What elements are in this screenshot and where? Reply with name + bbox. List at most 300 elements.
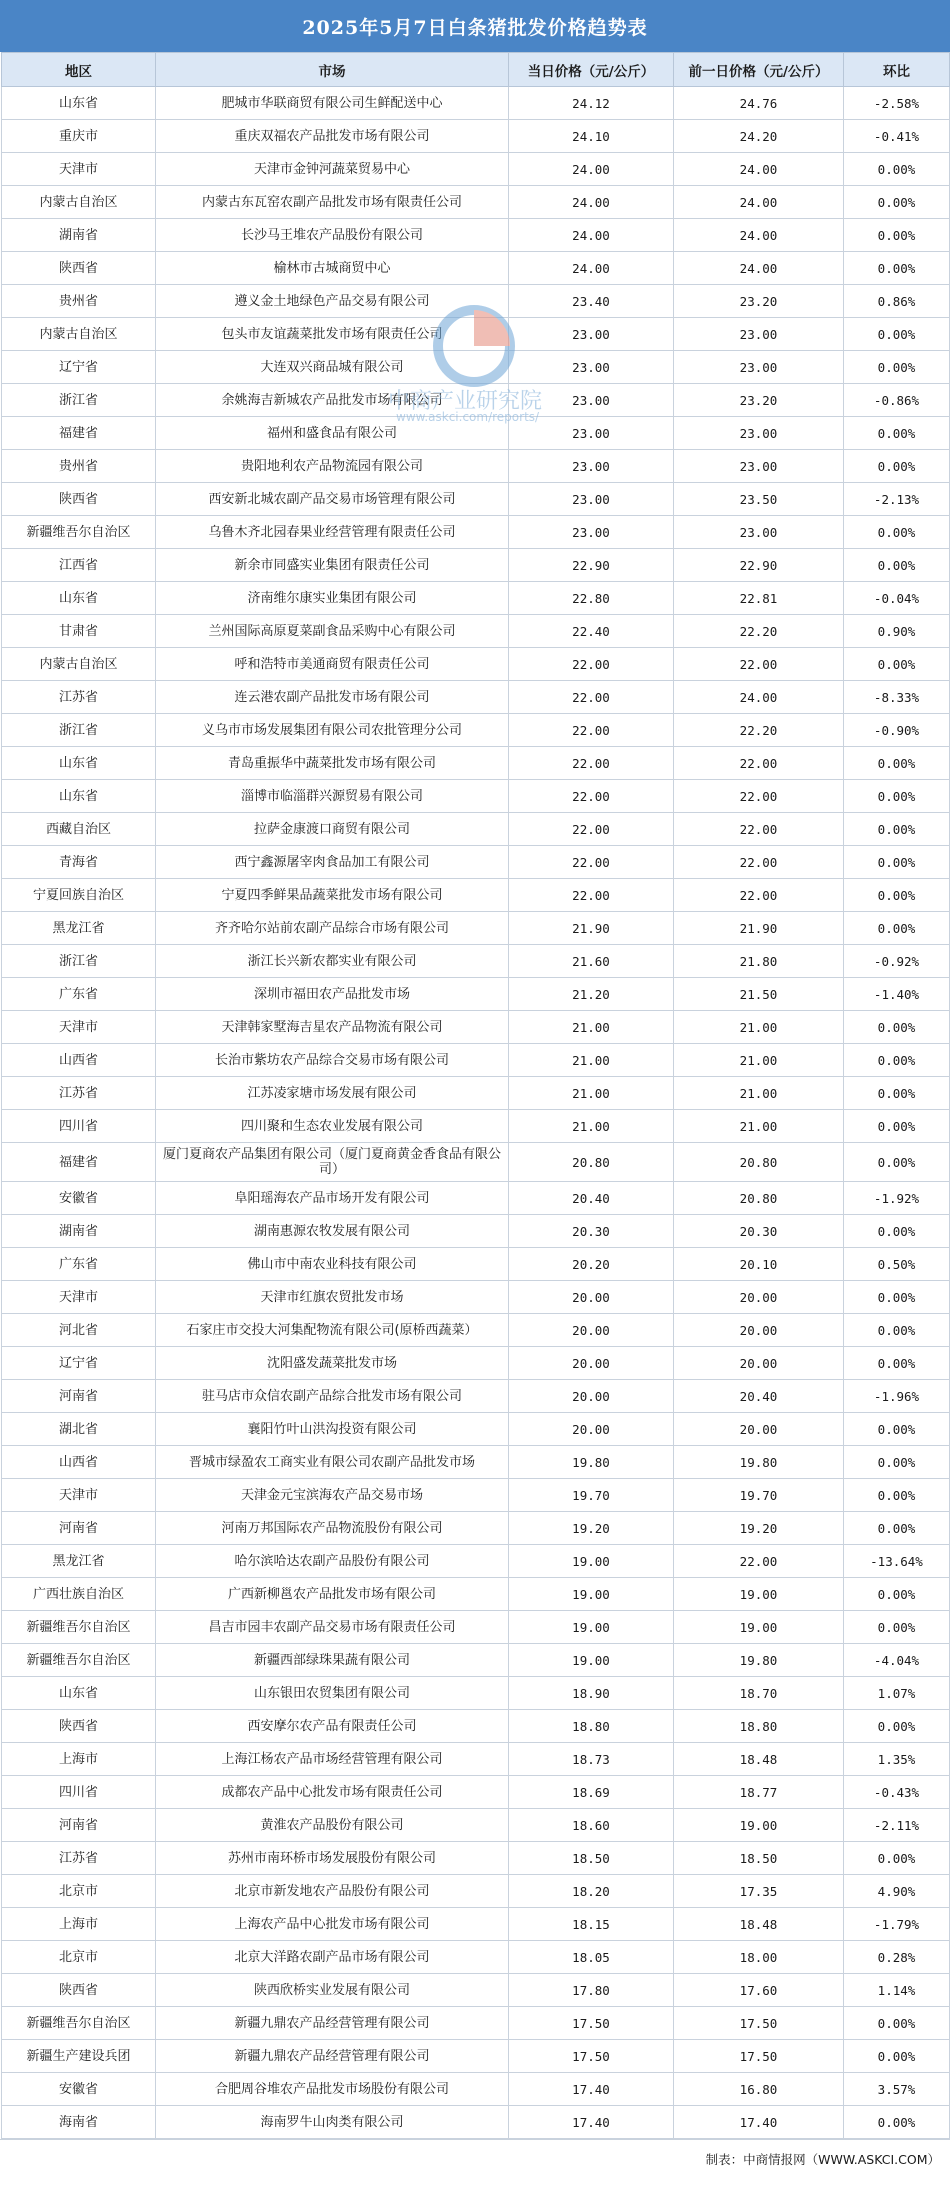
table-row bbox=[2, 912, 950, 945]
table-row bbox=[2, 120, 950, 153]
cell-prev-price: 24.20 bbox=[674, 120, 844, 153]
cell-market: 连云港农副产品批发市场有限公司 bbox=[156, 681, 509, 714]
table-row bbox=[2, 1011, 950, 1044]
cell-region: 山东省 bbox=[2, 780, 156, 813]
table-row bbox=[2, 714, 950, 747]
cell-change: 0.00% bbox=[844, 1143, 950, 1182]
cell-region: 辽宁省 bbox=[2, 351, 156, 384]
cell-prev-price: 22.00 bbox=[674, 813, 844, 846]
cell-today-price: 22.80 bbox=[509, 582, 674, 615]
cell-today-price: 22.00 bbox=[509, 813, 674, 846]
cell-prev-price: 23.00 bbox=[674, 417, 844, 450]
cell-change: 0.00% bbox=[844, 1710, 950, 1743]
cell-change: 0.00% bbox=[844, 219, 950, 252]
cell-today-price: 23.00 bbox=[509, 351, 674, 384]
cell-prev-price: 24.00 bbox=[674, 252, 844, 285]
cell-today-price: 22.00 bbox=[509, 879, 674, 912]
cell-region: 河南省 bbox=[2, 1380, 156, 1413]
cell-market: 天津金元宝滨海农产品交易市场 bbox=[156, 1479, 509, 1512]
cell-today-price: 20.00 bbox=[509, 1281, 674, 1314]
cell-region: 安徽省 bbox=[2, 2073, 156, 2106]
cell-region: 西藏自治区 bbox=[2, 813, 156, 846]
cell-prev-price: 17.35 bbox=[674, 1875, 844, 1908]
table-row bbox=[2, 1809, 950, 1842]
cell-market: 北京市新发地农产品股份有限公司 bbox=[156, 1875, 509, 1908]
cell-change: 0.00% bbox=[844, 186, 950, 219]
cell-market: 重庆双福农产品批发市场有限公司 bbox=[156, 120, 509, 153]
price-table bbox=[1, 52, 950, 2139]
cell-today-price: 20.40 bbox=[509, 1182, 674, 1215]
cell-change: 0.00% bbox=[844, 1011, 950, 1044]
cell-change: 0.50% bbox=[844, 1248, 950, 1281]
cell-market: 湖南惠源农牧发展有限公司 bbox=[156, 1215, 509, 1248]
table-row bbox=[2, 417, 950, 450]
cell-region: 河南省 bbox=[2, 1809, 156, 1842]
table-row bbox=[2, 285, 950, 318]
cell-change: -1.92% bbox=[844, 1182, 950, 1215]
cell-region: 天津市 bbox=[2, 1281, 156, 1314]
cell-market: 天津市金钟河蔬菜贸易中心 bbox=[156, 153, 509, 186]
cell-today-price: 20.00 bbox=[509, 1314, 674, 1347]
cell-market: 黄淮农产品股份有限公司 bbox=[156, 1809, 509, 1842]
table-row bbox=[2, 153, 950, 186]
table-row bbox=[2, 1974, 950, 2007]
cell-change: 0.00% bbox=[844, 153, 950, 186]
cell-market: 长沙马王堆农产品股份有限公司 bbox=[156, 219, 509, 252]
cell-change: 1.35% bbox=[844, 1743, 950, 1776]
cell-prev-price: 19.80 bbox=[674, 1644, 844, 1677]
cell-market: 佛山市中南农业科技有限公司 bbox=[156, 1248, 509, 1281]
table-row bbox=[2, 87, 950, 120]
cell-prev-price: 22.00 bbox=[674, 648, 844, 681]
cell-region: 湖南省 bbox=[2, 219, 156, 252]
cell-today-price: 21.60 bbox=[509, 945, 674, 978]
table-row bbox=[2, 1044, 950, 1077]
cell-today-price: 20.80 bbox=[509, 1143, 674, 1182]
table-title: 2025年5月7日白条猪批发价格趋势表 bbox=[0, 0, 950, 52]
cell-market: 西宁鑫源屠宰肉食品加工有限公司 bbox=[156, 846, 509, 879]
cell-prev-price: 20.30 bbox=[674, 1215, 844, 1248]
cell-change: 0.00% bbox=[844, 1281, 950, 1314]
cell-market: 苏州市南环桥市场发展股份有限公司 bbox=[156, 1842, 509, 1875]
table-row bbox=[2, 1347, 950, 1380]
cell-region: 湖北省 bbox=[2, 1413, 156, 1446]
cell-prev-price: 18.48 bbox=[674, 1908, 844, 1941]
cell-market: 西安摩尔农产品有限责任公司 bbox=[156, 1710, 509, 1743]
cell-prev-price: 17.50 bbox=[674, 2007, 844, 2040]
cell-market: 昌吉市园丰农副产品交易市场有限责任公司 bbox=[156, 1611, 509, 1644]
header-today-price: 当日价格（元/公斤） bbox=[509, 53, 674, 87]
cell-market: 新疆西部绿珠果蔬有限公司 bbox=[156, 1644, 509, 1677]
cell-change: 0.00% bbox=[844, 846, 950, 879]
cell-change: 0.00% bbox=[844, 2106, 950, 2139]
cell-change: 0.00% bbox=[844, 1044, 950, 1077]
header-prev-price: 前一日价格（元/公斤） bbox=[674, 53, 844, 87]
cell-region: 福建省 bbox=[2, 417, 156, 450]
cell-market: 济南维尔康实业集团有限公司 bbox=[156, 582, 509, 615]
cell-region: 广东省 bbox=[2, 1248, 156, 1281]
cell-prev-price: 18.80 bbox=[674, 1710, 844, 1743]
cell-region: 江苏省 bbox=[2, 1842, 156, 1875]
cell-region: 湖南省 bbox=[2, 1215, 156, 1248]
cell-region: 新疆生产建设兵团 bbox=[2, 2040, 156, 2073]
cell-today-price: 19.70 bbox=[509, 1479, 674, 1512]
cell-today-price: 18.69 bbox=[509, 1776, 674, 1809]
cell-prev-price: 21.00 bbox=[674, 1110, 844, 1143]
cell-prev-price: 23.20 bbox=[674, 285, 844, 318]
table-row bbox=[2, 1710, 950, 1743]
cell-region: 北京市 bbox=[2, 1941, 156, 1974]
cell-region: 浙江省 bbox=[2, 384, 156, 417]
cell-today-price: 21.00 bbox=[509, 1077, 674, 1110]
cell-market: 北京大洋路农副产品市场有限公司 bbox=[156, 1941, 509, 1974]
cell-prev-price: 17.50 bbox=[674, 2040, 844, 2073]
cell-prev-price: 21.00 bbox=[674, 1077, 844, 1110]
cell-today-price: 18.60 bbox=[509, 1809, 674, 1842]
cell-today-price: 22.90 bbox=[509, 549, 674, 582]
cell-change: -13.64% bbox=[844, 1545, 950, 1578]
cell-prev-price: 22.00 bbox=[674, 780, 844, 813]
cell-region: 海南省 bbox=[2, 2106, 156, 2139]
cell-change: 0.00% bbox=[844, 813, 950, 846]
cell-market: 乌鲁木齐北园春果业经营管理有限责任公司 bbox=[156, 516, 509, 549]
cell-today-price: 18.20 bbox=[509, 1875, 674, 1908]
table-row bbox=[2, 351, 950, 384]
table-body bbox=[2, 87, 950, 2139]
cell-market: 广西新柳邕农产品批发市场有限公司 bbox=[156, 1578, 509, 1611]
table-row bbox=[2, 1143, 950, 1182]
cell-region: 江西省 bbox=[2, 549, 156, 582]
cell-market: 浙江长兴新农都实业有限公司 bbox=[156, 945, 509, 978]
cell-change: 0.00% bbox=[844, 1611, 950, 1644]
table-row bbox=[2, 318, 950, 351]
table-row bbox=[2, 219, 950, 252]
cell-region: 上海市 bbox=[2, 1908, 156, 1941]
cell-market: 余姚海吉新城农产品批发市场有限公司 bbox=[156, 384, 509, 417]
table-row bbox=[2, 1314, 950, 1347]
cell-prev-price: 22.90 bbox=[674, 549, 844, 582]
cell-prev-price: 24.76 bbox=[674, 87, 844, 120]
cell-prev-price: 24.00 bbox=[674, 219, 844, 252]
cell-market: 义乌市市场发展集团有限公司农批管理分公司 bbox=[156, 714, 509, 747]
cell-market: 长治市紫坊农产品综合交易市场有限公司 bbox=[156, 1044, 509, 1077]
cell-change: 0.00% bbox=[844, 417, 950, 450]
cell-region: 河南省 bbox=[2, 1512, 156, 1545]
table-row bbox=[2, 1644, 950, 1677]
table-row bbox=[2, 1281, 950, 1314]
table-row bbox=[2, 1215, 950, 1248]
cell-prev-price: 23.00 bbox=[674, 450, 844, 483]
cell-change: -1.96% bbox=[844, 1380, 950, 1413]
cell-today-price: 21.00 bbox=[509, 1011, 674, 1044]
cell-market: 晋城市绿盈农工商实业有限公司农副产品批发市场 bbox=[156, 1446, 509, 1479]
cell-change: 0.86% bbox=[844, 285, 950, 318]
cell-region: 福建省 bbox=[2, 1143, 156, 1182]
table-row bbox=[2, 483, 950, 516]
table-row bbox=[2, 2073, 950, 2106]
cell-market: 新余市同盛实业集团有限责任公司 bbox=[156, 549, 509, 582]
cell-change: 0.00% bbox=[844, 1215, 950, 1248]
table-row bbox=[2, 1875, 950, 1908]
cell-change: 0.00% bbox=[844, 549, 950, 582]
table-row bbox=[2, 648, 950, 681]
cell-prev-price: 22.00 bbox=[674, 747, 844, 780]
table-row bbox=[2, 549, 950, 582]
cell-change: 0.00% bbox=[844, 351, 950, 384]
cell-region: 新疆维吾尔自治区 bbox=[2, 516, 156, 549]
cell-today-price: 17.80 bbox=[509, 1974, 674, 2007]
cell-today-price: 20.00 bbox=[509, 1347, 674, 1380]
table-row bbox=[2, 1446, 950, 1479]
cell-today-price: 22.00 bbox=[509, 681, 674, 714]
cell-today-price: 21.00 bbox=[509, 1044, 674, 1077]
cell-market: 福州和盛食品有限公司 bbox=[156, 417, 509, 450]
cell-region: 四川省 bbox=[2, 1110, 156, 1143]
cell-today-price: 22.00 bbox=[509, 648, 674, 681]
cell-prev-price: 16.80 bbox=[674, 2073, 844, 2106]
table-row bbox=[2, 1077, 950, 1110]
cell-prev-price: 23.00 bbox=[674, 351, 844, 384]
cell-prev-price: 19.00 bbox=[674, 1809, 844, 1842]
table-row bbox=[2, 1842, 950, 1875]
cell-today-price: 24.00 bbox=[509, 219, 674, 252]
cell-today-price: 22.00 bbox=[509, 780, 674, 813]
cell-change: 4.90% bbox=[844, 1875, 950, 1908]
cell-today-price: 24.00 bbox=[509, 252, 674, 285]
cell-change: 0.90% bbox=[844, 615, 950, 648]
cell-prev-price: 22.00 bbox=[674, 846, 844, 879]
cell-change: -0.90% bbox=[844, 714, 950, 747]
cell-change: -4.04% bbox=[844, 1644, 950, 1677]
cell-change: 0.00% bbox=[844, 879, 950, 912]
cell-market: 上海江杨农产品市场经营管理有限公司 bbox=[156, 1743, 509, 1776]
cell-market: 兰州国际高原夏菜副食品采购中心有限公司 bbox=[156, 615, 509, 648]
cell-today-price: 24.00 bbox=[509, 186, 674, 219]
cell-region: 北京市 bbox=[2, 1875, 156, 1908]
cell-today-price: 17.50 bbox=[509, 2040, 674, 2073]
table-row bbox=[2, 450, 950, 483]
cell-region: 广东省 bbox=[2, 978, 156, 1011]
cell-change: -0.04% bbox=[844, 582, 950, 615]
cell-prev-price: 20.10 bbox=[674, 1248, 844, 1281]
cell-region: 陕西省 bbox=[2, 252, 156, 285]
cell-region: 山东省 bbox=[2, 582, 156, 615]
cell-change: -0.41% bbox=[844, 120, 950, 153]
table-row bbox=[2, 681, 950, 714]
cell-prev-price: 20.00 bbox=[674, 1413, 844, 1446]
cell-prev-price: 22.00 bbox=[674, 1545, 844, 1578]
cell-today-price: 18.80 bbox=[509, 1710, 674, 1743]
table-row bbox=[2, 582, 950, 615]
cell-region: 广西壮族自治区 bbox=[2, 1578, 156, 1611]
cell-region: 江苏省 bbox=[2, 1077, 156, 1110]
cell-today-price: 23.00 bbox=[509, 417, 674, 450]
cell-change: 0.00% bbox=[844, 318, 950, 351]
cell-prev-price: 19.00 bbox=[674, 1578, 844, 1611]
cell-market: 内蒙古东瓦窑农副产品批发市场有限责任公司 bbox=[156, 186, 509, 219]
cell-prev-price: 18.77 bbox=[674, 1776, 844, 1809]
cell-change: 0.00% bbox=[844, 1842, 950, 1875]
cell-prev-price: 18.70 bbox=[674, 1677, 844, 1710]
cell-market: 呼和浩特市美通商贸有限责任公司 bbox=[156, 648, 509, 681]
table-row bbox=[2, 1110, 950, 1143]
table-row bbox=[2, 615, 950, 648]
cell-market: 拉萨金康渡口商贸有限公司 bbox=[156, 813, 509, 846]
source-footer: 制表：中商情报网（WWW.ASKCI.COM） bbox=[0, 2139, 950, 2177]
cell-market: 河南万邦国际农产品物流股份有限公司 bbox=[156, 1512, 509, 1545]
cell-market: 襄阳竹叶山洪沟投资有限公司 bbox=[156, 1413, 509, 1446]
cell-region: 内蒙古自治区 bbox=[2, 648, 156, 681]
cell-change: 0.00% bbox=[844, 1479, 950, 1512]
cell-change: 0.00% bbox=[844, 1446, 950, 1479]
cell-prev-price: 19.20 bbox=[674, 1512, 844, 1545]
table-row bbox=[2, 1908, 950, 1941]
cell-market: 天津市红旗农贸批发市场 bbox=[156, 1281, 509, 1314]
cell-region: 河北省 bbox=[2, 1314, 156, 1347]
cell-market: 石家庄市交投大河集配物流有限公司(原桥西蔬菜） bbox=[156, 1314, 509, 1347]
cell-change: -0.92% bbox=[844, 945, 950, 978]
cell-market: 大连双兴商品城有限公司 bbox=[156, 351, 509, 384]
cell-today-price: 24.12 bbox=[509, 87, 674, 120]
cell-market: 陕西欣桥实业发展有限公司 bbox=[156, 1974, 509, 2007]
table-row bbox=[2, 1182, 950, 1215]
cell-prev-price: 20.80 bbox=[674, 1143, 844, 1182]
cell-today-price: 21.90 bbox=[509, 912, 674, 945]
cell-prev-price: 19.80 bbox=[674, 1446, 844, 1479]
cell-region: 新疆维吾尔自治区 bbox=[2, 1644, 156, 1677]
cell-prev-price: 22.81 bbox=[674, 582, 844, 615]
cell-region: 安徽省 bbox=[2, 1182, 156, 1215]
cell-today-price: 23.00 bbox=[509, 516, 674, 549]
cell-market: 天津韩家墅海吉星农产品物流有限公司 bbox=[156, 1011, 509, 1044]
cell-prev-price: 19.00 bbox=[674, 1611, 844, 1644]
cell-change: 1.07% bbox=[844, 1677, 950, 1710]
cell-change: -8.33% bbox=[844, 681, 950, 714]
cell-prev-price: 23.20 bbox=[674, 384, 844, 417]
cell-today-price: 19.00 bbox=[509, 1644, 674, 1677]
cell-change: 0.00% bbox=[844, 450, 950, 483]
cell-market: 驻马店市众信农副产品综合批发市场有限公司 bbox=[156, 1380, 509, 1413]
cell-prev-price: 24.00 bbox=[674, 681, 844, 714]
cell-market: 榆林市古城商贸中心 bbox=[156, 252, 509, 285]
cell-region: 甘肃省 bbox=[2, 615, 156, 648]
table-row bbox=[2, 1941, 950, 1974]
cell-today-price: 22.00 bbox=[509, 714, 674, 747]
cell-today-price: 19.20 bbox=[509, 1512, 674, 1545]
cell-market: 厦门夏商农产品集团有限公司（厦门夏商黄金香食品有限公司） bbox=[156, 1143, 509, 1182]
cell-change: 0.00% bbox=[844, 1077, 950, 1110]
cell-today-price: 20.20 bbox=[509, 1248, 674, 1281]
cell-today-price: 24.10 bbox=[509, 120, 674, 153]
cell-market: 宁夏四季鲜果品蔬菜批发市场有限公司 bbox=[156, 879, 509, 912]
cell-market: 青岛重振华中蔬菜批发市场有限公司 bbox=[156, 747, 509, 780]
table-row bbox=[2, 516, 950, 549]
cell-change: 0.00% bbox=[844, 1347, 950, 1380]
cell-prev-price: 17.40 bbox=[674, 2106, 844, 2139]
cell-change: 0.00% bbox=[844, 747, 950, 780]
cell-prev-price: 21.00 bbox=[674, 1044, 844, 1077]
cell-change: -0.43% bbox=[844, 1776, 950, 1809]
cell-today-price: 23.00 bbox=[509, 450, 674, 483]
cell-region: 山西省 bbox=[2, 1446, 156, 1479]
cell-today-price: 24.00 bbox=[509, 153, 674, 186]
cell-market: 江苏凌家塘市场发展有限公司 bbox=[156, 1077, 509, 1110]
watermark-name: 中商产业研究院 bbox=[388, 389, 543, 414]
cell-region: 四川省 bbox=[2, 1776, 156, 1809]
cell-market: 阜阳瑶海农产品市场开发有限公司 bbox=[156, 1182, 509, 1215]
cell-prev-price: 22.20 bbox=[674, 714, 844, 747]
table-row bbox=[2, 978, 950, 1011]
cell-region: 天津市 bbox=[2, 1011, 156, 1044]
cell-change: -2.11% bbox=[844, 1809, 950, 1842]
cell-market: 新疆九鼎农产品经营管理有限公司 bbox=[156, 2007, 509, 2040]
table-row bbox=[2, 945, 950, 978]
cell-prev-price: 22.00 bbox=[674, 879, 844, 912]
cell-today-price: 20.30 bbox=[509, 1215, 674, 1248]
cell-prev-price: 21.00 bbox=[674, 1011, 844, 1044]
cell-region: 贵州省 bbox=[2, 285, 156, 318]
cell-today-price: 23.40 bbox=[509, 285, 674, 318]
cell-region: 辽宁省 bbox=[2, 1347, 156, 1380]
cell-change: 0.00% bbox=[844, 252, 950, 285]
cell-prev-price: 18.48 bbox=[674, 1743, 844, 1776]
cell-change: 0.00% bbox=[844, 1512, 950, 1545]
cell-prev-price: 24.00 bbox=[674, 186, 844, 219]
cell-region: 内蒙古自治区 bbox=[2, 186, 156, 219]
cell-today-price: 22.40 bbox=[509, 615, 674, 648]
cell-change: -2.13% bbox=[844, 483, 950, 516]
table-row bbox=[2, 1479, 950, 1512]
cell-change: 0.00% bbox=[844, 648, 950, 681]
cell-region: 陕西省 bbox=[2, 1710, 156, 1743]
cell-region: 山东省 bbox=[2, 87, 156, 120]
header-change: 环比 bbox=[844, 53, 950, 87]
cell-prev-price: 20.80 bbox=[674, 1182, 844, 1215]
table-row bbox=[2, 384, 950, 417]
cell-today-price: 23.00 bbox=[509, 318, 674, 351]
cell-prev-price: 19.70 bbox=[674, 1479, 844, 1512]
cell-region: 山东省 bbox=[2, 747, 156, 780]
cell-prev-price: 18.00 bbox=[674, 1941, 844, 1974]
table-row bbox=[2, 252, 950, 285]
cell-region: 上海市 bbox=[2, 1743, 156, 1776]
cell-today-price: 22.00 bbox=[509, 747, 674, 780]
cell-region: 天津市 bbox=[2, 1479, 156, 1512]
cell-prev-price: 21.80 bbox=[674, 945, 844, 978]
cell-change: -2.58% bbox=[844, 87, 950, 120]
cell-region: 山东省 bbox=[2, 1677, 156, 1710]
cell-market: 淄博市临淄群兴源贸易有限公司 bbox=[156, 780, 509, 813]
table-row bbox=[2, 1413, 950, 1446]
cell-change: 1.14% bbox=[844, 1974, 950, 2007]
cell-region: 宁夏回族自治区 bbox=[2, 879, 156, 912]
cell-market: 肥城市华联商贸有限公司生鲜配送中心 bbox=[156, 87, 509, 120]
cell-market: 上海农产品中心批发市场有限公司 bbox=[156, 1908, 509, 1941]
cell-market: 海南罗牛山肉类有限公司 bbox=[156, 2106, 509, 2139]
cell-region: 黑龙江省 bbox=[2, 912, 156, 945]
table-row bbox=[2, 780, 950, 813]
cell-region: 浙江省 bbox=[2, 945, 156, 978]
cell-prev-price: 20.40 bbox=[674, 1380, 844, 1413]
table-row bbox=[2, 1743, 950, 1776]
cell-change: 0.00% bbox=[844, 780, 950, 813]
cell-today-price: 19.00 bbox=[509, 1611, 674, 1644]
cell-region: 新疆维吾尔自治区 bbox=[2, 1611, 156, 1644]
watermark-url: www.askci.com/reports/ bbox=[396, 410, 540, 424]
cell-change: 3.57% bbox=[844, 2073, 950, 2106]
cell-market: 成都农产品中心批发市场有限责任公司 bbox=[156, 1776, 509, 1809]
cell-prev-price: 23.00 bbox=[674, 318, 844, 351]
